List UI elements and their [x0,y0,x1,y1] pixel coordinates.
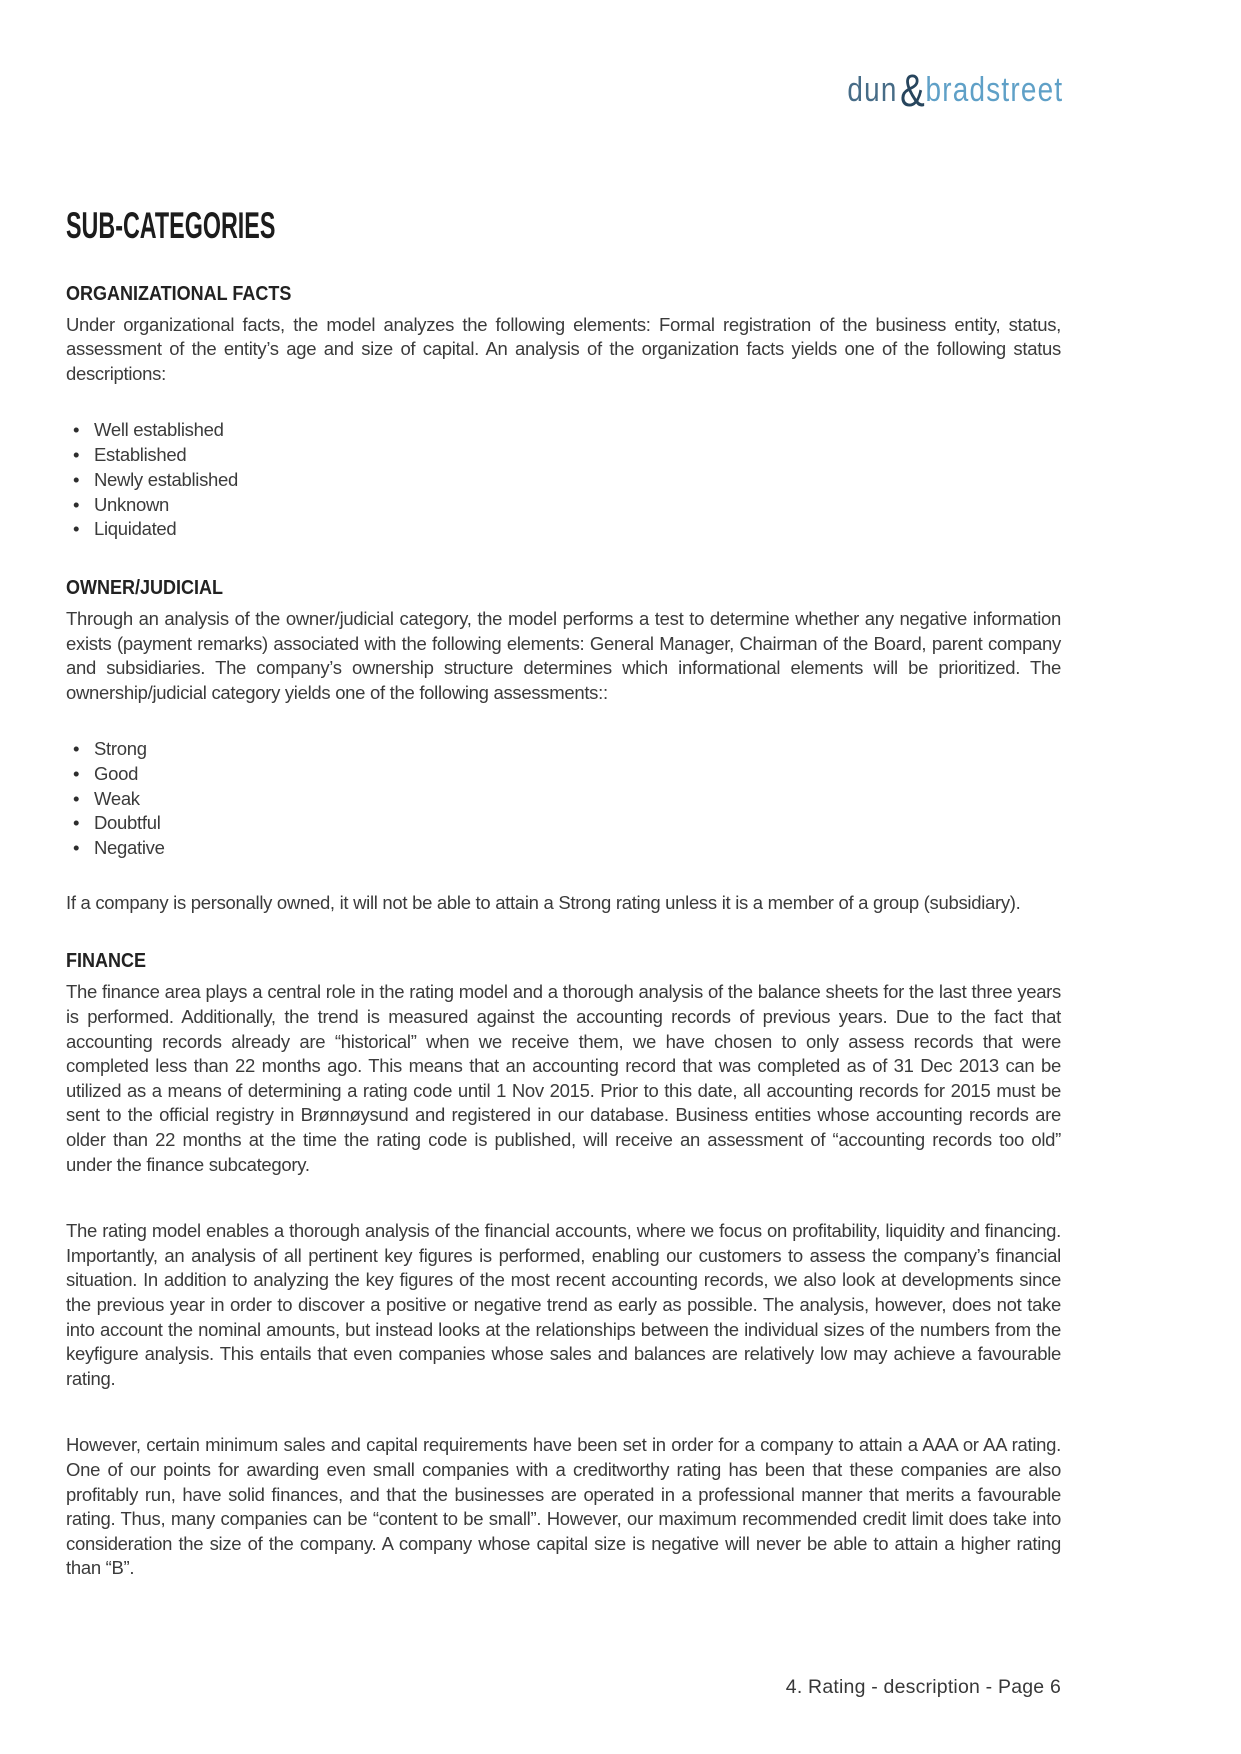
section-heading: FINANCE [66,950,147,973]
page-footer: 4. Rating - description - Page 6 [785,1676,1061,1698]
section-paragraph: Under organizational facts, the model analyzes the following elements: Formal registration of the business entity, status, assessment of the entity’s age and size of capital. An analysis of the organization facts yields one of the following status descriptions: [66,313,1061,384]
status-descriptions-list [66,418,1061,542]
list-item: • Good [66,762,1061,787]
list-item: • Well established [66,418,1061,443]
list-item: • Strong [66,737,1061,762]
section-finance [66,949,1061,1580]
ampersand-icon: & [899,65,925,116]
section-organizational-facts [66,282,1061,542]
list-item: • Unknown [66,493,1061,518]
list-item: • Doubtful [66,811,1061,836]
section-paragraph: However, certain minimum sales and capital requirements have been set in order for a company to attain a AAA or AA rating. One of our points for awarding even small companies with a creditworthy rating has been that these companies are also profitably run, have solid finances, and that the businesses are operated in a professional manner that merits a favourable rating. Thus, many companies can be “content to be small”. However, our maximum recommended credit limit does take into consideration the size of the company. A company whose capital size is negative will never be able to attain a higher rating than “B”. [66,1434,1061,1579]
logo-text-bradstreet: bradstreet [925,71,1063,109]
list-item: • Negative [66,836,1061,861]
list-item: • Established [66,443,1061,468]
list-item: • Liquidated [66,517,1061,542]
section-heading: ORGANIZATIONAL FACTS [66,282,292,305]
assessments-list [66,737,1061,861]
logo-text-dun: dun [847,71,898,109]
document-content [66,0,1061,1581]
section-paragraph: The finance area plays a central role in the rating model and a thorough analysis of the balance sheets for the last three years is performed. Additionally, the trend is measured against the accounting records of previous years. Due to the fact that accounting records already are “historical” when we receive them, we have chosen to only assess records that were completed less than 22 months ago. This means that an accounting record that was completed as of 31 Dec 2013 can be utilized as a means of determining a rating code until 1 Nov 2015. Prior to this date, all accounting records for 2015 must be sent to the official registry in Brønnøysund and registered in our database. Business entities whose accounting records are older than 22 months at the time the rating code is published, will receive an assessment of “accounting records too old” under the finance subcategory. [66,981,1061,1175]
section-paragraph: Through an analysis of the owner/judicial category, the model performs a test to determine whether any negative information exists (payment remarks) associated with the following elements: General Manager, Chairman of the Board, parent company and subsidiaries. The company’s ownership structure determines which informational elements will be prioritized. The ownership/judicial category yields one of the following assessments:: [66,607,1061,703]
list-item: • Newly established [66,468,1061,493]
owner-judicial-note: If a company is personally owned, it will not be able to attain a Strong rating unless it is a member of a group (subsidiary). [66,891,1021,913]
section-paragraph: The rating model enables a thorough analysis of the financial accounts, where we focus on profitability, liquidity and financing. Importantly, an analysis of all pertinent key figures is performed, enabling our customers to assess the company’s financial situation. In addition to analyzing the key figures of the most recent accounting records, we also look at developments since the previous year in order to discover a positive or negative trend as early as possible. The analysis, however, does not take into account the nominal amounts, but instead looks at the relationships between the individual sizes of the numbers from the keyfigure analysis. This entails that even companies whose sales and balances are relatively low may achieve a favourable rating. [66,1220,1061,1389]
list-item: • Weak [66,787,1061,812]
section-owner-judicial [66,576,1061,915]
page-title: SUB-CATEGORIES [66,205,276,246]
section-heading: OWNER/JUDICIAL [66,576,224,599]
